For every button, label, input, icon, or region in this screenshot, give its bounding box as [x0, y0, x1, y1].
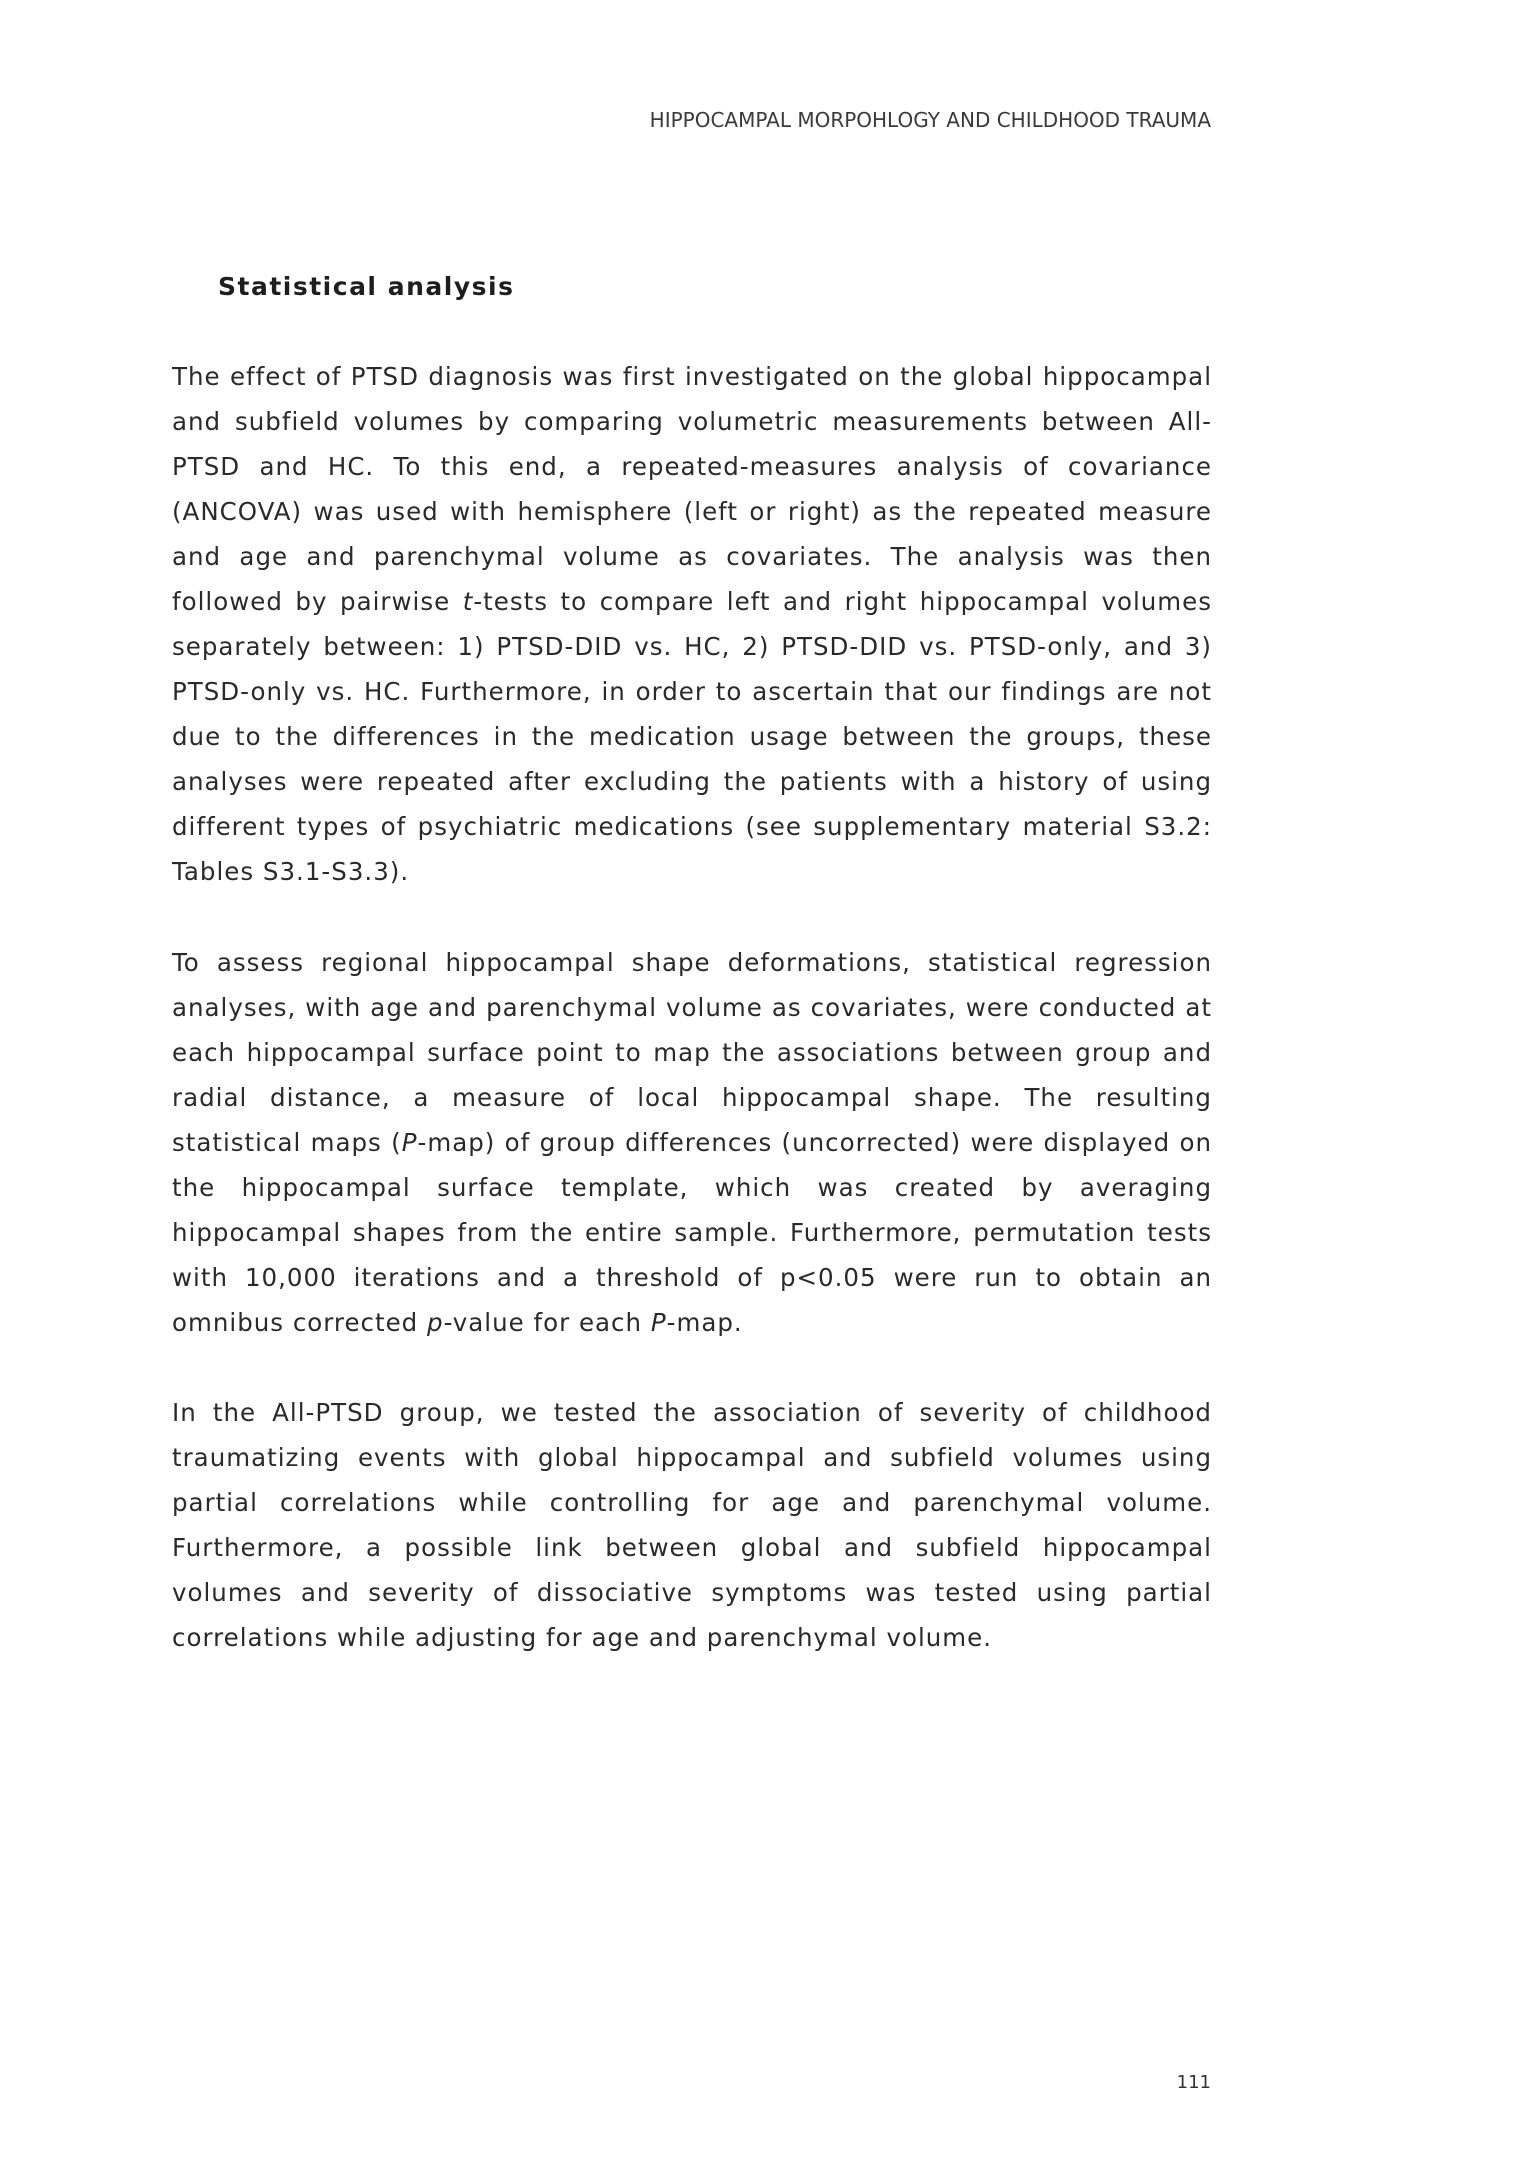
paragraph-1 — [172, 354, 1212, 894]
paragraph-2-text-d: -map. — [666, 1308, 743, 1337]
running-header: HIPPOCAMPAL MORPOHLOGY AND CHILDHOOD TRAUMA — [649, 108, 1211, 132]
paragraph-2-italic-p: p — [427, 1308, 444, 1337]
page-number: 111 — [1176, 2072, 1211, 2093]
paragraph-3-text-a: In the All-PTSD group, we tested the association of severity of childhood traumatizing events with global hippocampal and subfield volumes using partial correlations while controlling for age and parenchymal volume. Furthermore, a possible link between global and subfield hippocampal volumes and severity of dissociative symptoms was tested using partial correlations while adjusting for age and parenchymal volume. — [172, 1398, 1212, 1652]
paragraph-1-italic-t: t — [462, 587, 474, 616]
paragraph-1-text-b: -tests to compare left and right hippocampal volumes separately between: 1) PTSD-DID vs. HC, 2) PTSD-DID vs. PTSD-only, and 3) PTSD-only vs. HC. Furthermore, in order to ascertain that our findings are not due to the differences in the medication usage between the groups, these analyses were repeated after excluding the patients with a history of using different types of psychiatric medications (see supplementary material S3.2: Tables S3.1-S3.3). — [172, 587, 1212, 886]
paragraph-2-text-a: To assess regional hippocampal shape deformations, statistical regression analyses, with age and parenchymal volume as covariates, were conducted at each hippocampal surface point to map the associations between group and radial distance, a measure of local hippocampal shape. The resulting statistical maps ( — [172, 948, 1212, 1157]
paragraph-3 — [172, 1390, 1212, 1660]
paragraph-2-italic-P2: P — [650, 1308, 667, 1337]
paragraph-2 — [172, 940, 1212, 1345]
paragraph-2-text-c: -value for each — [443, 1308, 651, 1337]
paragraph-2-italic-P1: P — [401, 1128, 418, 1157]
paragraph-1-text-a: The effect of PTSD diagnosis was first investigated on the global hippocampal and subfield volumes by comparing volumetric measurements between All-PTSD and HC. To this end, a repeated-measures analysis of covariance (ANCOVA) was used with hemisphere (left or right) as the repeated measure and age and parenchymal volume as covariates. The analysis was then followed by pairwise — [172, 362, 1212, 616]
paragraph-2-text-b: -map) of group differences (uncorrected) were displayed on the hippocampal surface template, which was created by averaging hippocampal shapes from the entire sample. Furthermore, permutation tests with 10,000 iterations and a threshold of p<0.05 were run to obtain an omnibus corrected — [172, 1128, 1212, 1337]
section-heading: Statistical analysis — [218, 272, 515, 301]
